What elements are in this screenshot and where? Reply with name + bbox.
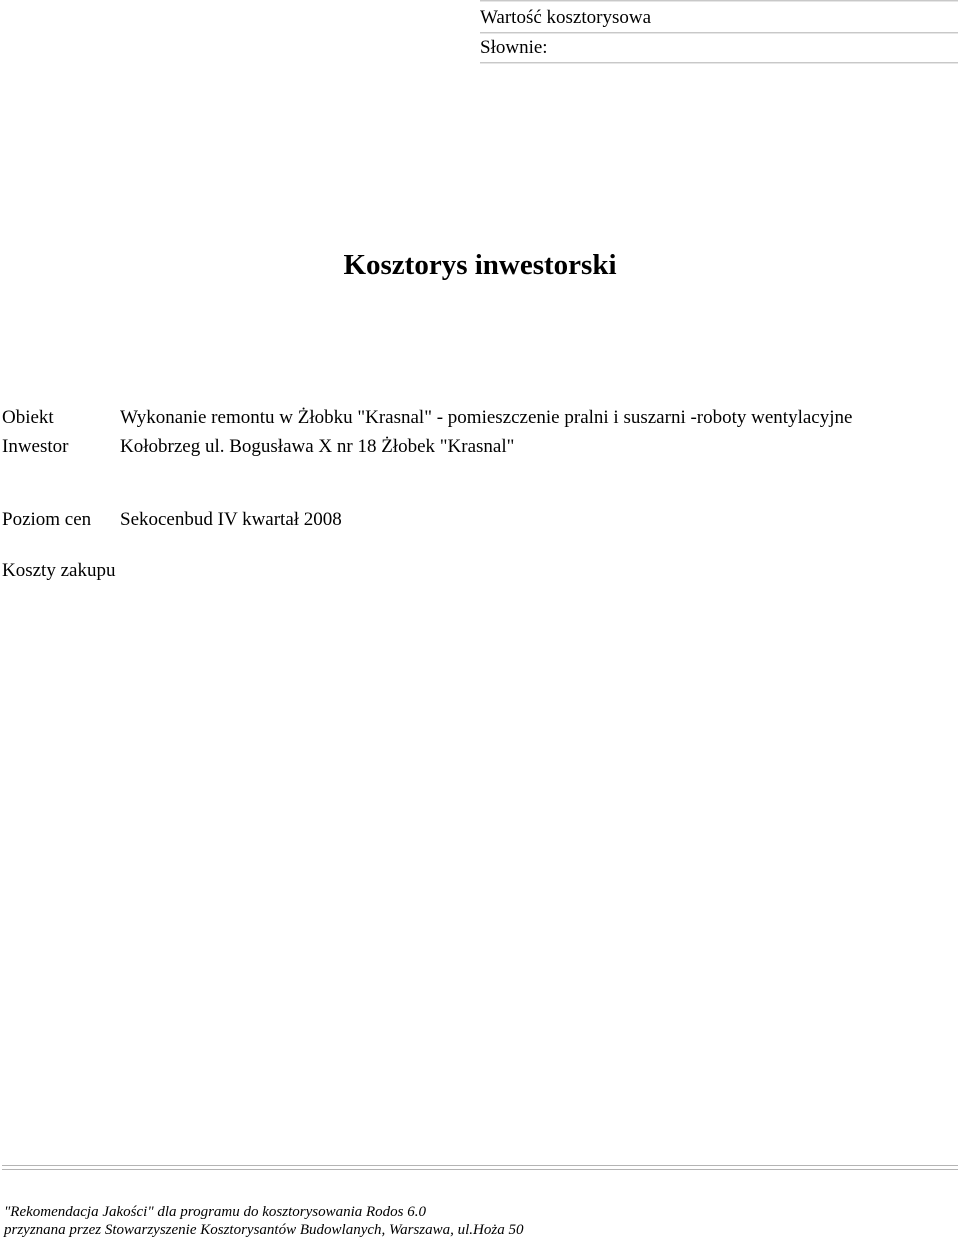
field-investor-value: Kołobrzeg ul. Bogusława X nr 18 Żłobek "Krasnal" [120, 436, 515, 457]
field-object-label: Obiekt [2, 407, 54, 428]
summary-bottom-rule [480, 62, 958, 64]
summary-top-rule [480, 0, 958, 2]
field-price-level-label: Poziom cen [2, 509, 92, 530]
document-title: Kosztorys inwestorski [343, 249, 617, 281]
field-investor-label: Inwestor [2, 436, 69, 457]
field-object [2, 406, 852, 430]
field-purchase-costs [2, 559, 120, 583]
estimated-value-label: Wartość kosztorysowa [480, 7, 652, 28]
in-words-label: Słownie: [480, 37, 548, 58]
summary-box [480, 0, 958, 64]
footer-recommendation: "Rekomendacja Jakości" dla programu do kosztorysowania Rodos 6.0 [4, 1204, 426, 1220]
field-object-value: Wykonanie remontu w Żłobku "Krasnal" - pomieszczenie pralni i suszarni -roboty wentylacyjne [120, 407, 853, 428]
footer-awarded-by: przyznana przez Stowarzyszenie Kosztorysantów Budowlanych, Warszawa, ul.Hoża 50 [4, 1222, 524, 1238]
field-investor [2, 435, 514, 459]
field-price-level [2, 508, 342, 532]
field-price-level-value: Sekocenbud IV kwartał 2008 [120, 509, 342, 530]
field-purchase-costs-label: Koszty zakupu [2, 560, 116, 581]
footer-rule [2, 1165, 958, 1170]
